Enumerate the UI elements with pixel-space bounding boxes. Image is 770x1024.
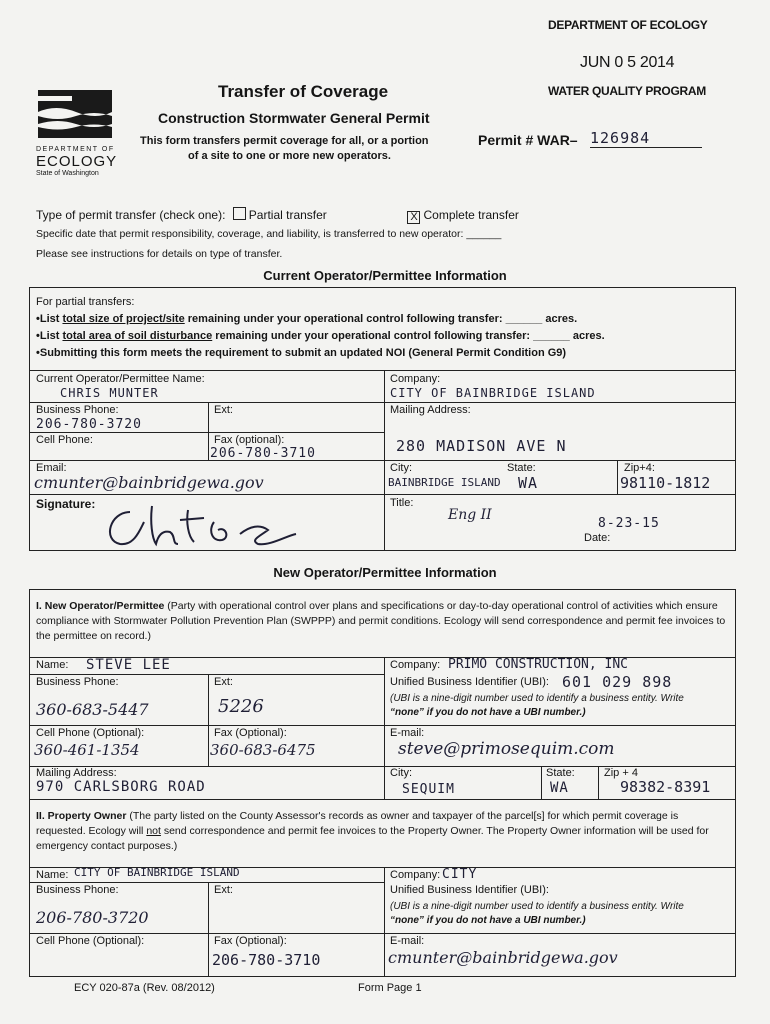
partial-bullet-noi: •Submitting this form meets the requirement to submit an updated NOI (General Permit Condition G9) (36, 347, 567, 359)
current-fax-field[interactable]: 206-780-3710 (210, 446, 316, 461)
new-email-field[interactable]: steve@primosequim.com (398, 739, 615, 759)
owner-phone-field[interactable]: 206-780-3720 (36, 908, 149, 927)
new-ubi-note: (UBI is a nine-digit number used to identify a business entity. Write “none” if you do not have a UBI number.) (390, 693, 684, 718)
current-title-label: Title: (390, 497, 414, 509)
form-title: Transfer of Coverage (218, 82, 389, 101)
transfer-type-row (36, 207, 736, 224)
partial-transfer-checkbox[interactable] (233, 207, 246, 220)
form-id: ECY 020-87a (Rev. 08/2012) (74, 982, 215, 994)
owner-fax-field[interactable]: 206-780-3710 (212, 951, 321, 969)
current-name-label: Current Operator/Permittee Name: (36, 373, 205, 385)
current-phone-field[interactable]: 206-780-3720 (36, 417, 142, 432)
current-cell-label: Cell Phone: (36, 434, 93, 446)
current-email-label: Email: (36, 462, 67, 474)
current-state-label: State: (507, 462, 536, 474)
owner-ubi-note: (UBI is a nine-digit number used to identify a business entity. Write “none” if you do not have a UBI number.) (390, 901, 684, 926)
form-description-1: This form transfers permit coverage for all, or a portion (140, 135, 429, 147)
new-company-field[interactable]: PRIMO CONSTRUCTION, INC (448, 657, 629, 672)
owner-name-label: Name: (36, 869, 69, 881)
current-zip-field[interactable]: 98110-1812 (620, 474, 711, 492)
new-company-label: Company: (390, 659, 441, 671)
new-operator-intro: I. New Operator/Permittee (Party with operational control over plans and specifications or day-to-day operational control of activities which ensure compliance with Stormwater Pollution Prevention Plan (SWPPP) and permit conditions. Ecology will send correspondence and permit fee invoices to the permittee on record.) (36, 600, 726, 642)
partial-bullet-site-size: •List total size of project/site remaining under your operational control following transfer: ______ acres. (36, 313, 578, 325)
new-mailing-label: Mailing Address: (36, 767, 117, 779)
current-company-label: Company: (390, 373, 441, 385)
current-title-field[interactable]: Eng II (448, 507, 492, 523)
new-fax-field[interactable]: 360-683-6475 (210, 741, 316, 759)
stamp-date: JUN 0 5 2014 (580, 54, 675, 71)
new-state-field[interactable]: WA (550, 780, 569, 796)
current-city-field[interactable]: BAINBRIDGE ISLAND (388, 476, 501, 489)
owner-phone-label: Business Phone: (36, 884, 119, 896)
partial-transfers-heading: For partial transfers: (36, 296, 135, 308)
partial-transfer-label: Partial transfer (248, 208, 327, 222)
owner-ext-label: Ext: (214, 884, 233, 896)
current-city-label: City: (390, 462, 412, 474)
new-city-label: City: (390, 767, 412, 779)
current-date-label: Date: (584, 532, 611, 544)
signature-scribble[interactable] (100, 500, 300, 550)
new-operator-heading: New Operator/Permittee Information (273, 565, 497, 580)
permit-number-field[interactable]: 126984 (590, 129, 702, 148)
new-email-label: E-mail: (390, 727, 425, 739)
transfer-type-label: Type of permit transfer (check one): (36, 208, 226, 222)
new-state-label: State: (546, 767, 575, 779)
complete-transfer-label: Complete transfer (423, 208, 519, 222)
property-owner-intro: II. Property Owner (The party listed on the County Assessor's records as owner and taxpayer of the parcel[s] for which permit coverage is requested. Ecology will not send correspondence and permit fee invoices to the Property Owner. The Property Owner information will be used for emergency contact purposes.) (36, 810, 709, 852)
current-state-field[interactable]: WA (518, 474, 539, 492)
current-address-field[interactable]: 280 MADISON AVE N (396, 437, 567, 455)
received-stamp (548, 18, 708, 98)
owner-ubi-label: Unified Business Identifier (UBI): (390, 884, 549, 896)
current-email-field[interactable]: cmunter@bainbridgewa.gov (34, 473, 264, 492)
owner-company-field[interactable]: CITY (442, 867, 478, 882)
stamp-department: DEPARTMENT OF ECOLOGY (548, 18, 708, 32)
current-date-field[interactable]: 8-23-15 (598, 516, 660, 531)
owner-company-label: Company: (390, 869, 441, 881)
owner-cell-label: Cell Phone (Optional): (36, 935, 145, 947)
permit-number-label: Permit # WAR– (478, 132, 578, 148)
current-mailing-label: Mailing Address: (390, 404, 471, 416)
partial-bullet-soil-area: •List total area of soil disturbance remaining under your operational control following transfer: ______ acres. (36, 330, 605, 342)
new-mailing-field[interactable]: 970 CARLSBORG ROAD (36, 779, 206, 795)
ecology-logo (36, 82, 126, 177)
new-ext-field[interactable]: 5226 (218, 696, 264, 717)
owner-name-field[interactable]: CITY OF BAINBRIDGE ISLAND (74, 866, 240, 879)
stamp-program: WATER QUALITY PROGRAM (548, 84, 706, 98)
instructions-note: Please see instructions for details on type of transfer. (36, 248, 283, 260)
new-cell-field[interactable]: 360-461-1354 (34, 741, 140, 759)
new-cell-label: Cell Phone (Optional): (36, 727, 145, 739)
ecology-logo-icon (36, 82, 114, 140)
owner-fax-label: Fax (Optional): (214, 935, 287, 947)
new-ext-label: Ext: (214, 676, 233, 688)
current-phone-label: Business Phone: (36, 404, 119, 416)
new-zip-label: Zip + 4 (604, 767, 638, 779)
form-subtitle: Construction Stormwater General Permit (158, 110, 430, 126)
current-company-field[interactable]: CITY OF BAINBRIDGE ISLAND (390, 386, 596, 400)
new-name-label: Name: (36, 659, 69, 671)
form-description-2: of a site to one or more new operators. (188, 150, 391, 162)
new-ubi-label: Unified Business Identifier (UBI): (390, 676, 549, 688)
current-zip-label: Zip+4: (624, 462, 655, 474)
logo-line1: DEPARTMENT OF (36, 146, 115, 153)
new-phone-label: Business Phone: (36, 676, 119, 688)
current-operator-heading: Current Operator/Permittee Information (263, 268, 507, 283)
logo-line3: State of Washington (36, 170, 99, 177)
new-fax-label: Fax (Optional): (214, 727, 287, 739)
new-phone-field[interactable]: 360-683-5447 (36, 700, 149, 719)
new-ubi-field[interactable]: 601 029 898 (562, 673, 673, 691)
partial-transfers-block (36, 294, 726, 362)
form-page: Form Page 1 (358, 982, 422, 994)
new-name-field[interactable]: STEVE LEE (86, 657, 171, 673)
specific-date-line: Specific date that permit responsibility, coverage, and liability, is transferred to new operator: ______ (36, 228, 502, 240)
new-city-field[interactable]: SEQUIM (402, 782, 455, 797)
new-zip-field[interactable]: 98382-8391 (620, 778, 711, 796)
complete-transfer-checkbox[interactable]: X (407, 211, 420, 224)
owner-email-label: E-mail: (390, 935, 425, 947)
current-fax-label: Fax (optional): (214, 434, 285, 446)
logo-line2: ECOLOGY (36, 153, 118, 170)
current-name-field[interactable]: CHRIS MUNTER (60, 386, 159, 400)
current-signature-label: Signature: (36, 497, 96, 511)
owner-email-field[interactable]: cmunter@bainbridgewa.gov (388, 948, 618, 967)
current-ext-label: Ext: (214, 404, 233, 416)
